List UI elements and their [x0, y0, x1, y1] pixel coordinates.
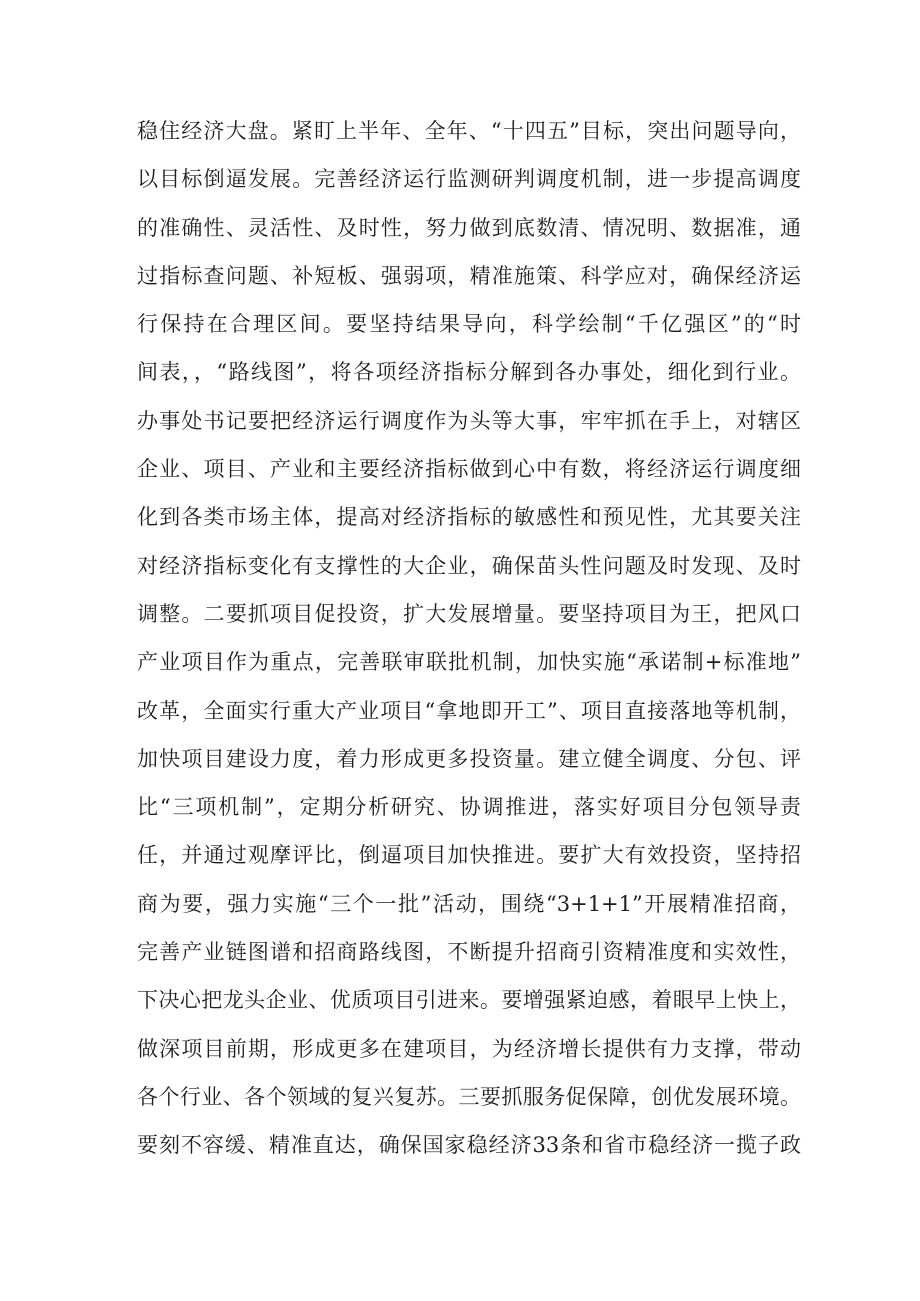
- text-line: 加快项目建设力度，着力形成更多投资量。建立健全调度、分包、评: [137, 746, 801, 771]
- text-line: 以目标倒逼发展。完善经济运行监测研判调度机制，进一步提高调度: [137, 167, 801, 192]
- text-line: 对经济指标变化有支撑性的大企业，确保苗头性问题及时发现、及时: [137, 553, 801, 578]
- text-line: 稳住经济大盘。紧盯上半年、全年、“十四五”目标，突出问题导向，: [137, 119, 801, 143]
- text-line: 间表，，“路线图”，将各项经济指标分解到各办事处，细化到行业。: [137, 360, 801, 385]
- text-line: 办事处书记要把经济运行调度作为头等大事，牢牢抓在手上，对辖区: [137, 408, 801, 433]
- text-line: 完善产业链图谱和招商路线图，不断提升招商引资精准度和实效性，: [137, 940, 801, 965]
- text-line: 产业项目作为重点，完善联审联批机制，加快实施“承诺制+标准地”: [137, 650, 801, 675]
- text-line: 调整。二要抓项目促投资，扩大发展增量。要坚持项目为王，把风口: [137, 601, 801, 626]
- text-line: 要刻不容缓、精准直达，确保国家稳经济33条和省市稳经济一揽子政: [137, 1133, 801, 1158]
- text-line: 下决心把龙头企业、优质项目引进来。要增强紧迫感，着眼早上快上，: [137, 988, 801, 1013]
- text-line: 过指标查问题、补短板、强弱项，精准施策、科学应对，确保经济运: [137, 263, 801, 288]
- text-line: 改革，全面实行重大产业项目“拿地即开工”、项目直接落地等机制，: [137, 698, 801, 723]
- text-line: 比“三项机制”，定期分析研究、协调推进，落实好项目分包领导责: [137, 795, 801, 820]
- text-line: 做深项目前期，形成更多在建项目，为经济增长提供有力支撑，带动: [137, 1036, 801, 1061]
- text-line: 企业、项目、产业和主要经济指标做到心中有数，将经济运行调度细: [137, 457, 801, 482]
- text-line: 行保持在合理区间。要坚持结果导向，科学绘制“千亿强区”的“时: [137, 312, 801, 337]
- text-line: 商为要，强力实施“三个一批”活动，围绕“3+1+1”开展精准招商，: [137, 891, 801, 916]
- text-line: 化到各类市场主体，提高对经济指标的敏感性和预见性，尤其要关注: [137, 505, 801, 530]
- text-line: 的准确性、灵活性、及时性，努力做到底数清、情况明、数据准，通: [137, 215, 801, 240]
- text-line: 任，并通过观摩评比，倒逼项目加快推进。要扩大有效投资，坚持招: [137, 843, 801, 868]
- body-text: [137, 107, 801, 1170]
- text-line: 各个行业、各个领域的复兴复苏。三要抓服务促保障，创优发展环境。: [137, 1084, 801, 1109]
